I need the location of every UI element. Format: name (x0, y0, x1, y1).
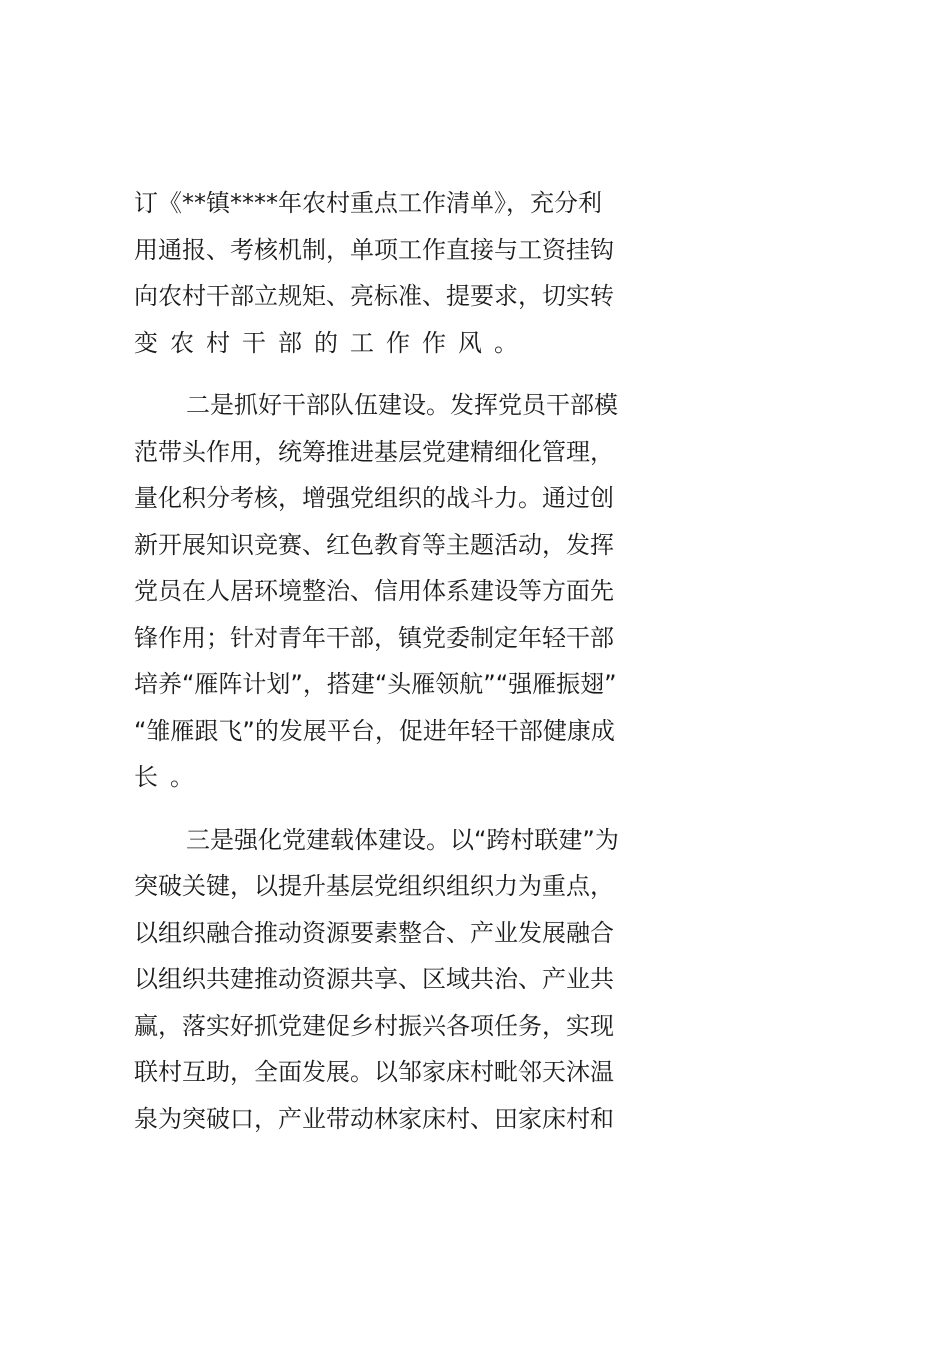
text-line: 范带头作用，统筹推进基层党建精细化管理， (134, 437, 614, 466)
text-line: 向农村干部立规矩、亮标准、提要求，切实转 (134, 282, 614, 310)
text-line: 以组织融合推动资源要素整合、产业发展融合 (134, 918, 614, 947)
text-line: 培养“雁阵计划”，搭建“头雁领航”“强雁振翅” (134, 670, 617, 698)
text-line: 长。 (134, 763, 206, 791)
text-line: 赢，落实好抓党建促乡村振兴各项任务，实现 (134, 1011, 614, 1040)
paragraph-gap (134, 801, 818, 817)
text-line: 泉为突破口，产业带动林家床村、田家床村和 (134, 1104, 614, 1133)
text-line: 量化积分考核，增强党组织的战斗力。通过创 (134, 484, 614, 512)
paragraph-2 (134, 382, 818, 801)
text-line: 以组织共建推动资源共享、区域共治、产业共 (134, 965, 614, 993)
text-line: 二是抓好干部队伍建设。发挥党员干部模 (186, 391, 618, 419)
text-line: 订《**镇****年农村重点工作清单》，充分利 (134, 189, 602, 217)
text-line: 三是强化党建载体建设。以“跨村联建”为 (186, 825, 619, 854)
paragraph-1 (134, 180, 818, 366)
paragraph-3 (134, 817, 818, 1143)
text-line: 锋作用；针对青年干部，镇党委制定年轻干部 (134, 623, 614, 652)
text-line: 新开展知识竞赛、红色教育等主题活动，发挥 (134, 530, 614, 559)
text-line: “雏雁跟飞”的发展平台，促进年轻干部健康成 (134, 716, 615, 745)
paragraph-gap (134, 366, 818, 382)
text-line: 党员在人居环境整治、信用体系建设等方面先 (134, 577, 614, 605)
text-line: 变农村干部的工作作风。 (134, 328, 530, 357)
text-line: 用通报、考核机制，单项工作直接与工资挂钩 (134, 235, 614, 264)
document-body (134, 180, 818, 1142)
text-line: 突破关键，以提升基层党组织组织力为重点， (134, 872, 614, 900)
text-line: 联村互助，全面发展。以邹家床村毗邻天沐温 (134, 1058, 614, 1086)
